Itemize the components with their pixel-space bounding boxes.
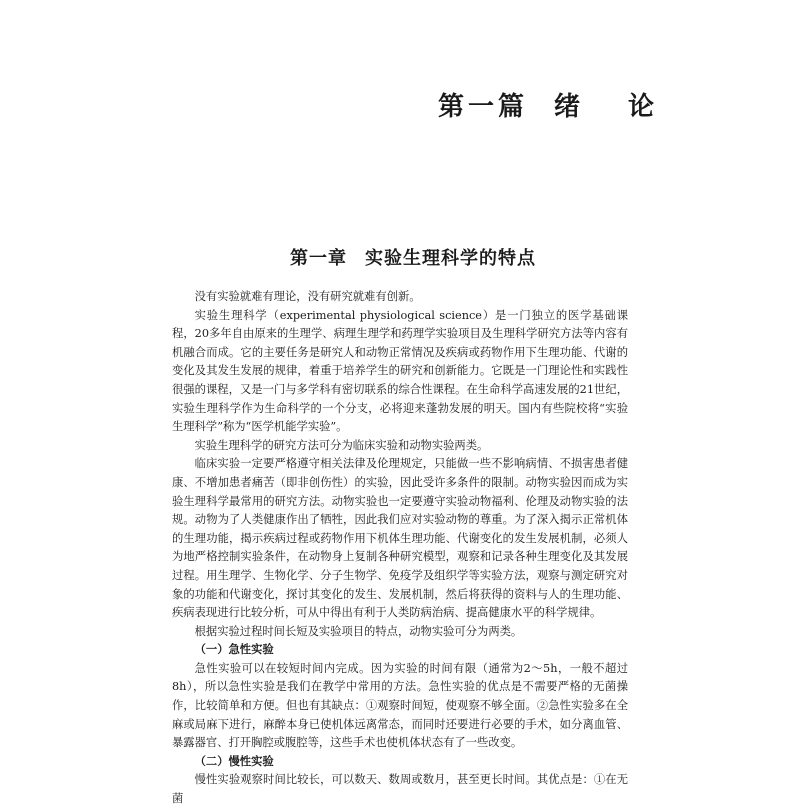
paragraph-epigraph: 没有实验就难有理论，没有研究就难有创新。	[194, 290, 421, 303]
part-title	[438, 86, 658, 123]
paragraph-acute: 急性实验可以在较短时间内完成。因为实验的时间有限（通常为2～5h，一般不超过8h），所以急性实验是我们在教学中常用的方法。急性实验的优点是不需要严格的无菌操作，比较简单和方便。但也有其缺点：①观察时间短，使观察不够全面。②急性实验多在全麻或局麻下进行，麻醉本身已使机体远离常态，而同时还要进行必要的手术，如分离血管、暴露器官、打开胸腔或腹腔等，这些手术也使机体状态有了一些改变。	[172, 661, 628, 750]
paragraph-definition: 实验生理科学（experimental physiological science）是一门独立的医学基础课程，20多年自由原来的生理学、病理生理学和药理学实验项目及生理科学研究方法等内容有机融合而成。它的主要任务是研究人和动物正常情况及疾病或药物作用下生理功能、代谢的变化及其发生发展的规律，着重于培养学生的研究和创新能力。它既是一门理论性和实践性很强的课程，又是一门与多学科有密切联系的综合性课程。在生命科学高速发展的21世纪，实验生理科学作为生命科学的一个分支，必将迎来蓬勃发展的明天。国内有些院校将“实验生理科学”称为“医学机能学实验”。	[172, 308, 628, 434]
chapter-heading: 实验生理科学的特点	[365, 248, 536, 269]
part-title-char-2: 论	[628, 92, 659, 122]
paragraph-chronic: 慢性实验观察时间比较长，可以数天、数周或数月，甚至更长时间。其优点是：①在无菌	[172, 773, 628, 806]
part-number: 第一篇	[438, 92, 529, 122]
paragraph-clinical: 临床实验一定要严格遵守相关法律及伦理规定，只能做一些不影响病情、不损害患者健康、不增加患者痛苦（即非创伤性）的实验，因此受许多条件的限制。动物实验因而成为实验生理科学最常用的研究方法。动物实验也一定要遵守实验动物福利、伦理及动物实验的法规。动物为了人类健康作出了牺牲，因此我们应对实验动物的尊重。为了深入揭示正常机体的生理功能，揭示疾病过程或药物作用下机体生理功能、代谢变化的发生发展机制，必须人为地严格控制实验条件，在动物身上复制各种研究模型，观察和记录各种生理变化及其发展过程。用生理学、生物化学、分子生物学、免疫学及组织学等实验方法，观察与测定研究对象的功能和代谢变化，探讨其变化的发生、发展机制，然后将获得的资料与人的生理功能、疾病表现进行比较分析，可从中得出有利于人类防病治病、提高健康水平的科学规律。	[172, 457, 628, 620]
chapter-number: 第一章	[290, 248, 347, 269]
chapter-title	[290, 244, 536, 270]
part-title-char-1: 绪	[554, 92, 585, 122]
paragraph-methods: 实验生理科学的研究方法可分为临床实验和动物实验两类。	[194, 438, 489, 452]
section-heading-chronic: （二）慢性实验	[194, 754, 274, 768]
section-heading-acute: （一）急性实验	[194, 643, 274, 657]
body-text	[172, 288, 628, 809]
paragraph-classification: 根据实验过程时间长短及实验项目的特点，动物实验可分为两类。	[194, 624, 523, 638]
